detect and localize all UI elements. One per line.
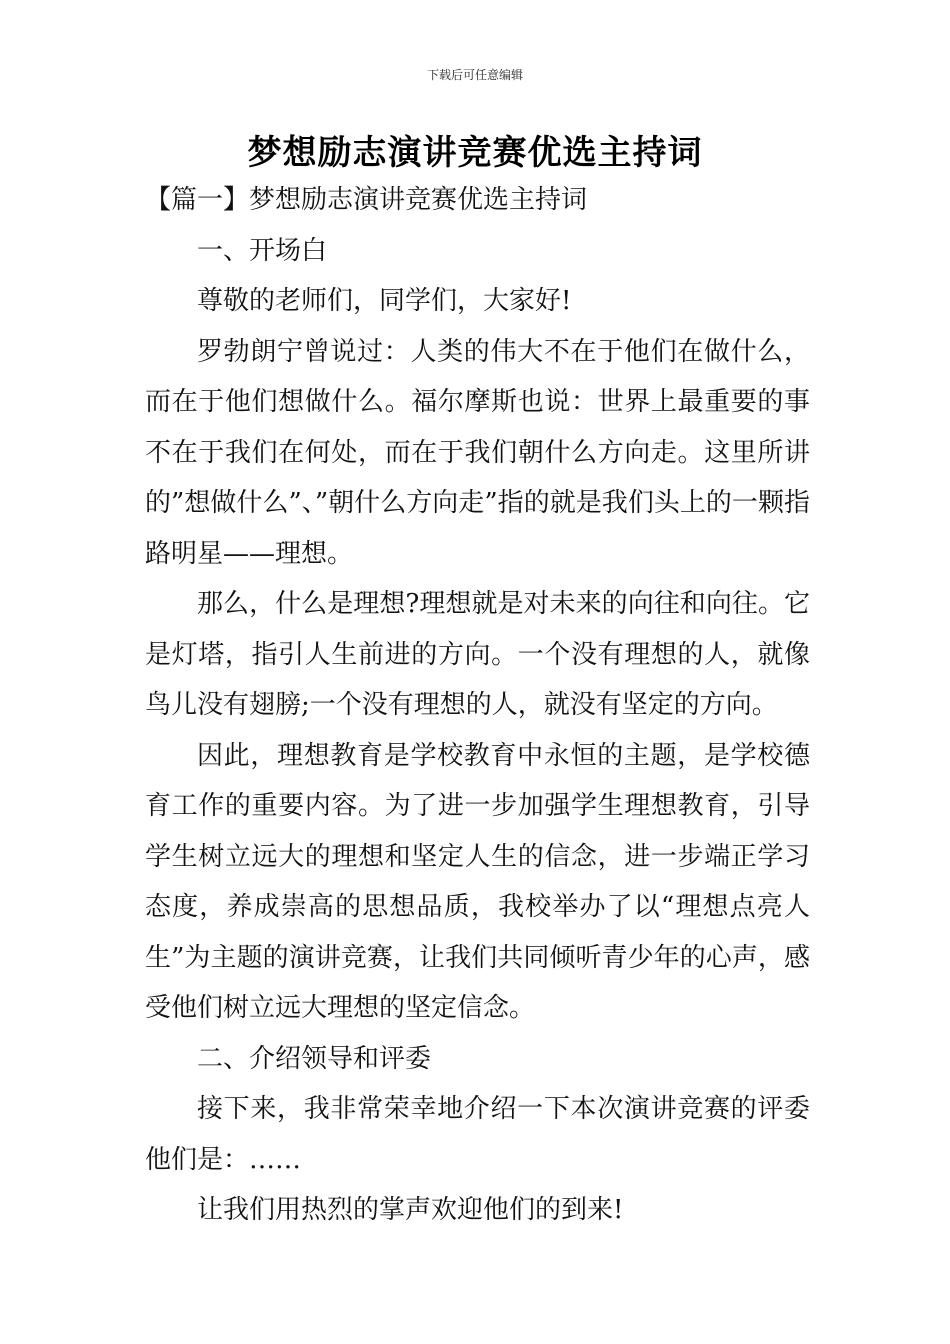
paragraph-judges-heading: 二、介绍领导和评委 xyxy=(197,1043,432,1074)
section-heading: 【篇一】梦想励志演讲竞赛优选主持词 xyxy=(145,185,588,215)
paragraph-quote: 罗勃朗宁曾说过：人类的伟大不在于他们在做什么，而在于他们想做什么。福尔摩斯也说：世界上最重要的事不在于我们在何处，而在于我们朝什么方向走。这里所讲的”想做什么”、”朝什么方向走”指的就是我们头上的一颗指路明星——理想。 xyxy=(145,336,810,569)
document-title: 梦想励志演讲竞赛优选主持词 xyxy=(247,133,703,173)
paragraph-judges-intro: 接下来，我非常荣幸地介绍一下本次演讲竞赛的评委他们是：…… xyxy=(145,1094,810,1175)
paragraph-welcome: 让我们用热烈的掌声欢迎他们的到来! xyxy=(197,1195,624,1225)
document-body xyxy=(145,175,810,1236)
paragraph-opening-heading: 一、开场白 xyxy=(197,235,328,266)
paragraph-what-is-ideal: 那么，什么是理想?理想就是对未来的向往和向往。它是灯塔，指引人生前进的方向。一个没有理想的人，就像鸟儿没有翅膀;一个没有理想的人，就没有坚定的方向。 xyxy=(145,589,810,720)
paragraph-greeting: 尊敬的老师们，同学们，大家好! xyxy=(197,286,572,316)
header-note: 下载后可任意编辑 xyxy=(426,68,523,82)
paragraph-education: 因此，理想教育是学校教育中永恒的主题，是学校德育工作的重要内容。为了进一步加强学生理想教育，引导学生树立远大的理想和坚定人生的信念，进一步端正学习态度，养成崇高的思想品质，我校举办了以“理想点亮人生”为主题的演讲竞赛，让我们共同倾听青少年的心声，感受他们树立远大理想的坚定信念。 xyxy=(145,740,810,1023)
